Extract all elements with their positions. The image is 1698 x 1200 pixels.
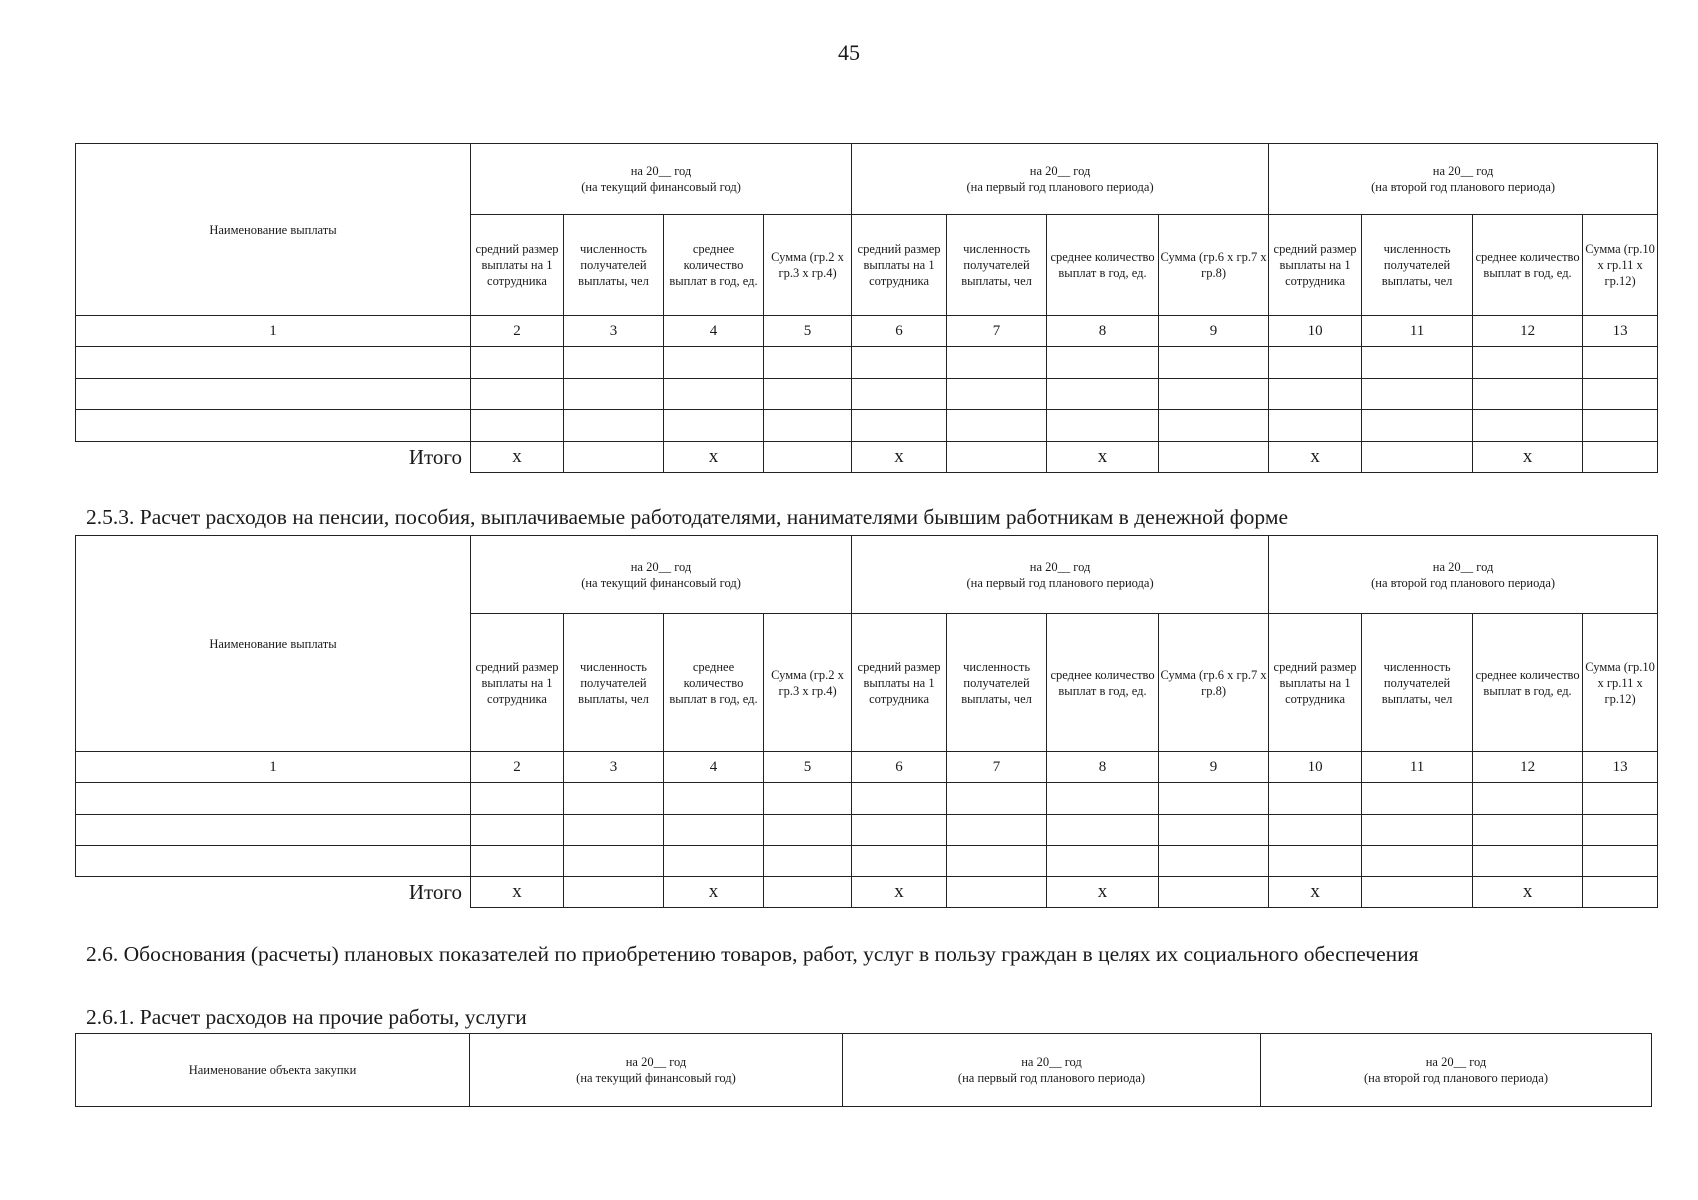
total-label: Итого: [408, 445, 462, 470]
table-cell[interactable]: [1362, 783, 1473, 815]
table-cell[interactable]: [1047, 815, 1159, 846]
section-title-2-5-3: 2.5.3. Расчет расходов на пенсии, пособия, выплачиваемые работодателями, нанимателями бывшим работникам в денежной форме: [86, 505, 1288, 529]
period-header-first: на 20__ год (на первый год планового периода): [852, 144, 1269, 215]
table-cell[interactable]: [1473, 783, 1583, 815]
table-cell[interactable]: [471, 815, 564, 846]
table-cell[interactable]: [471, 846, 564, 877]
subcol-header: среднее количество выплат в год, ед.: [1047, 215, 1159, 316]
table-cell[interactable]: [664, 410, 764, 442]
x-mark: x: [664, 877, 764, 908]
table-cell[interactable]: [764, 877, 852, 908]
table-cell[interactable]: [564, 379, 664, 410]
table-cell[interactable]: [76, 410, 471, 442]
table-cell[interactable]: [1362, 410, 1473, 442]
table-cell[interactable]: [664, 379, 764, 410]
table-cell[interactable]: [1159, 410, 1269, 442]
table-cell[interactable]: [564, 846, 664, 877]
period-header-second: на 20__ год (на второй год планового периода): [1269, 144, 1658, 215]
table-cell[interactable]: [1047, 379, 1159, 410]
table-cell[interactable]: [1159, 347, 1269, 379]
col-number: 12: [1473, 752, 1583, 783]
table-cell[interactable]: [764, 815, 852, 846]
table-cell[interactable]: [764, 347, 852, 379]
x-mark: x: [471, 877, 564, 908]
subcol-header: средний размер выплаты на 1 сотрудника: [852, 215, 947, 316]
table-cell[interactable]: [1269, 846, 1362, 877]
col-number: 5: [764, 316, 852, 347]
table-cell[interactable]: [1362, 815, 1473, 846]
subcol-header: среднее количество выплат в год, ед.: [664, 614, 764, 752]
table-cell[interactable]: [1269, 379, 1362, 410]
period-header-second: на 20__ год (на второй год планового периода): [1261, 1034, 1652, 1107]
col-number: 11: [1362, 316, 1473, 347]
table-cell[interactable]: [1047, 783, 1159, 815]
table-cell[interactable]: [852, 410, 947, 442]
table-cell[interactable]: [764, 783, 852, 815]
table-cell[interactable]: [947, 783, 1047, 815]
table-row: [76, 379, 1658, 410]
table-cell[interactable]: [564, 442, 664, 473]
page-number: 45: [838, 40, 860, 65]
table-cell[interactable]: [1473, 815, 1583, 846]
period-header-second: на 20__ год (на второй год планового периода): [1269, 536, 1658, 614]
table-cell[interactable]: [1362, 442, 1473, 473]
table-cell[interactable]: [947, 815, 1047, 846]
table-cell[interactable]: [1583, 815, 1658, 846]
payments-table-1: [75, 143, 1658, 473]
table-cell[interactable]: [1159, 815, 1269, 846]
table-cell[interactable]: [1583, 410, 1658, 442]
table-cell[interactable]: [564, 815, 664, 846]
table-cell[interactable]: [1269, 783, 1362, 815]
table-row: [76, 410, 1658, 442]
period-header-first: на 20__ год (на первый год планового периода): [843, 1034, 1261, 1107]
total-label: Итого: [408, 880, 462, 905]
table-cell[interactable]: [1269, 347, 1362, 379]
period-header-current: на 20__ год (на текущий финансовый год): [471, 144, 852, 215]
table-cell[interactable]: [1473, 379, 1583, 410]
subcol-header: численность получателей выплаты, чел: [947, 215, 1047, 316]
table-cell[interactable]: [1583, 877, 1658, 908]
table-row: [76, 815, 1658, 846]
table-cell[interactable]: [1473, 846, 1583, 877]
x-mark: x: [852, 442, 947, 473]
col-number: 2: [471, 316, 564, 347]
table-cell[interactable]: [852, 347, 947, 379]
table-cell[interactable]: [852, 846, 947, 877]
table-cell[interactable]: [764, 442, 852, 473]
col-number: 8: [1047, 752, 1159, 783]
subcol-header: среднее количество выплат в год, ед.: [664, 215, 764, 316]
table-cell[interactable]: [764, 379, 852, 410]
col-number: 3: [564, 752, 664, 783]
col-number: 3: [564, 316, 664, 347]
table-cell[interactable]: [76, 846, 471, 877]
col-number: 7: [947, 316, 1047, 347]
table-cell[interactable]: [947, 347, 1047, 379]
table-cell[interactable]: [76, 783, 471, 815]
x-mark: x: [664, 442, 764, 473]
table-cell[interactable]: [1047, 410, 1159, 442]
table-cell[interactable]: [1583, 347, 1658, 379]
subcol-header: численность получателей выплаты, чел: [1362, 215, 1473, 316]
x-mark: x: [1473, 877, 1583, 908]
col-number: 2: [471, 752, 564, 783]
subcol-header: Сумма (гр.6 x гр.7 x гр.8): [1159, 215, 1269, 316]
table-cell[interactable]: [76, 379, 471, 410]
table-cell[interactable]: [664, 347, 764, 379]
table-cell[interactable]: [1362, 347, 1473, 379]
payment-name-header: Наименование выплаты: [76, 536, 471, 752]
table-row: [76, 783, 1658, 815]
table-cell[interactable]: [852, 815, 947, 846]
purchase-table: [75, 1033, 1652, 1107]
subcol-header: средний размер выплаты на 1 сотрудника: [1269, 215, 1362, 316]
subcol-header: средний размер выплаты на 1 сотрудника: [1269, 614, 1362, 752]
subcol-header: среднее количество выплат в год, ед.: [1473, 215, 1583, 316]
subcol-header: численность получателей выплаты, чел: [1362, 614, 1473, 752]
table-cell[interactable]: [1583, 846, 1658, 877]
table-cell[interactable]: [1269, 410, 1362, 442]
x-mark: x: [1269, 877, 1362, 908]
x-mark: x: [1269, 442, 1362, 473]
table-cell[interactable]: [76, 815, 471, 846]
col-number: 13: [1583, 316, 1658, 347]
table-cell[interactable]: [471, 783, 564, 815]
table-cell[interactable]: [664, 846, 764, 877]
payment-name-header: Наименование выплаты: [76, 144, 471, 316]
table-cell[interactable]: [1583, 783, 1658, 815]
section-title-2-6: 2.6. Обоснования (расчеты) плановых показателей по приобретению товаров, работ, услуг в пользу граждан в целях их социального обеспечения: [86, 942, 1419, 966]
subcol-header: средний размер выплаты на 1 сотрудника: [852, 614, 947, 752]
table-cell[interactable]: [1473, 347, 1583, 379]
subcol-header: Сумма (гр.2 x гр.3 x гр.4): [764, 215, 852, 316]
table-cell[interactable]: [947, 846, 1047, 877]
subcol-header: Сумма (гр.10 x гр.11 x гр.12): [1583, 215, 1658, 316]
table-cell[interactable]: [1047, 347, 1159, 379]
col-number: 10: [1269, 316, 1362, 347]
table-cell[interactable]: [852, 783, 947, 815]
purchase-object-header: Наименование объекта закупки: [76, 1034, 470, 1107]
period-header-current: на 20__ год (на текущий финансовый год): [471, 536, 852, 614]
table-cell[interactable]: [947, 379, 1047, 410]
subcol-header: среднее количество выплат в год, ед.: [1473, 614, 1583, 752]
table-cell[interactable]: [1159, 877, 1269, 908]
x-mark: x: [471, 442, 564, 473]
payments-table-2: [75, 535, 1658, 908]
table-cell[interactable]: [947, 410, 1047, 442]
subcol-header: Сумма (гр.10 x гр.11 x гр.12): [1583, 614, 1658, 752]
subcol-header: Сумма (гр.2 x гр.3 x гр.4): [764, 614, 852, 752]
table-cell[interactable]: [1269, 815, 1362, 846]
col-number: 13: [1583, 752, 1658, 783]
table-cell[interactable]: [764, 410, 852, 442]
subcol-header: численность получателей выплаты, чел: [564, 215, 664, 316]
table-cell[interactable]: [1473, 410, 1583, 442]
period-header-current: на 20__ год (на текущий финансовый год): [470, 1034, 843, 1107]
subcol-header: среднее количество выплат в год, ед.: [1047, 614, 1159, 752]
col-number: 11: [1362, 752, 1473, 783]
table-cell[interactable]: [1047, 846, 1159, 877]
table-cell[interactable]: [471, 410, 564, 442]
table-cell[interactable]: [764, 846, 852, 877]
table-cell[interactable]: [1362, 877, 1473, 908]
subcol-header: средний размер выплаты на 1 сотрудника: [471, 614, 564, 752]
col-number: 12: [1473, 316, 1583, 347]
table-cell[interactable]: [1159, 846, 1269, 877]
table-row: [76, 347, 1658, 379]
subcol-header: средний размер выплаты на 1 сотрудника: [471, 215, 564, 316]
col-number: 8: [1047, 316, 1159, 347]
col-number: 7: [947, 752, 1047, 783]
col-number: 9: [1159, 752, 1269, 783]
col-number: 4: [664, 316, 764, 347]
table-cell[interactable]: [664, 815, 764, 846]
x-mark: x: [1047, 442, 1159, 473]
table-cell[interactable]: [1159, 783, 1269, 815]
table-cell[interactable]: [1362, 379, 1473, 410]
table-cell[interactable]: [564, 877, 664, 908]
period-header-first: на 20__ год (на первый год планового периода): [852, 536, 1269, 614]
table-cell[interactable]: [564, 410, 664, 442]
table-cell[interactable]: [564, 347, 664, 379]
table-cell[interactable]: [947, 442, 1047, 473]
subcol-header: численность получателей выплаты, чел: [947, 614, 1047, 752]
col-number: 10: [1269, 752, 1362, 783]
table-row: [76, 846, 1658, 877]
x-mark: x: [1047, 877, 1159, 908]
x-mark: x: [852, 877, 947, 908]
x-mark: x: [1473, 442, 1583, 473]
table-cell[interactable]: [564, 783, 664, 815]
table-cell[interactable]: [664, 783, 764, 815]
subcol-header: численность получателей выплаты, чел: [564, 614, 664, 752]
col-number: 1: [76, 316, 471, 347]
col-number: 9: [1159, 316, 1269, 347]
table-cell[interactable]: [947, 877, 1047, 908]
table-cell[interactable]: [471, 379, 564, 410]
table-cell[interactable]: [1362, 846, 1473, 877]
table-cell[interactable]: [471, 347, 564, 379]
table-cell[interactable]: [1583, 442, 1658, 473]
table-cell[interactable]: [76, 347, 471, 379]
section-title-2-6-1: 2.6.1. Расчет расходов на прочие работы, услуги: [86, 1005, 527, 1029]
total-row: [76, 877, 1658, 908]
subcol-header: Сумма (гр.6 x гр.7 x гр.8): [1159, 614, 1269, 752]
table-cell[interactable]: [1159, 379, 1269, 410]
col-number: 4: [664, 752, 764, 783]
col-number: 6: [852, 752, 947, 783]
table-cell[interactable]: [1583, 379, 1658, 410]
col-number: 6: [852, 316, 947, 347]
col-number: 5: [764, 752, 852, 783]
table-cell[interactable]: [852, 379, 947, 410]
total-row: [76, 442, 1658, 473]
col-number: 1: [76, 752, 471, 783]
table-cell[interactable]: [1159, 442, 1269, 473]
